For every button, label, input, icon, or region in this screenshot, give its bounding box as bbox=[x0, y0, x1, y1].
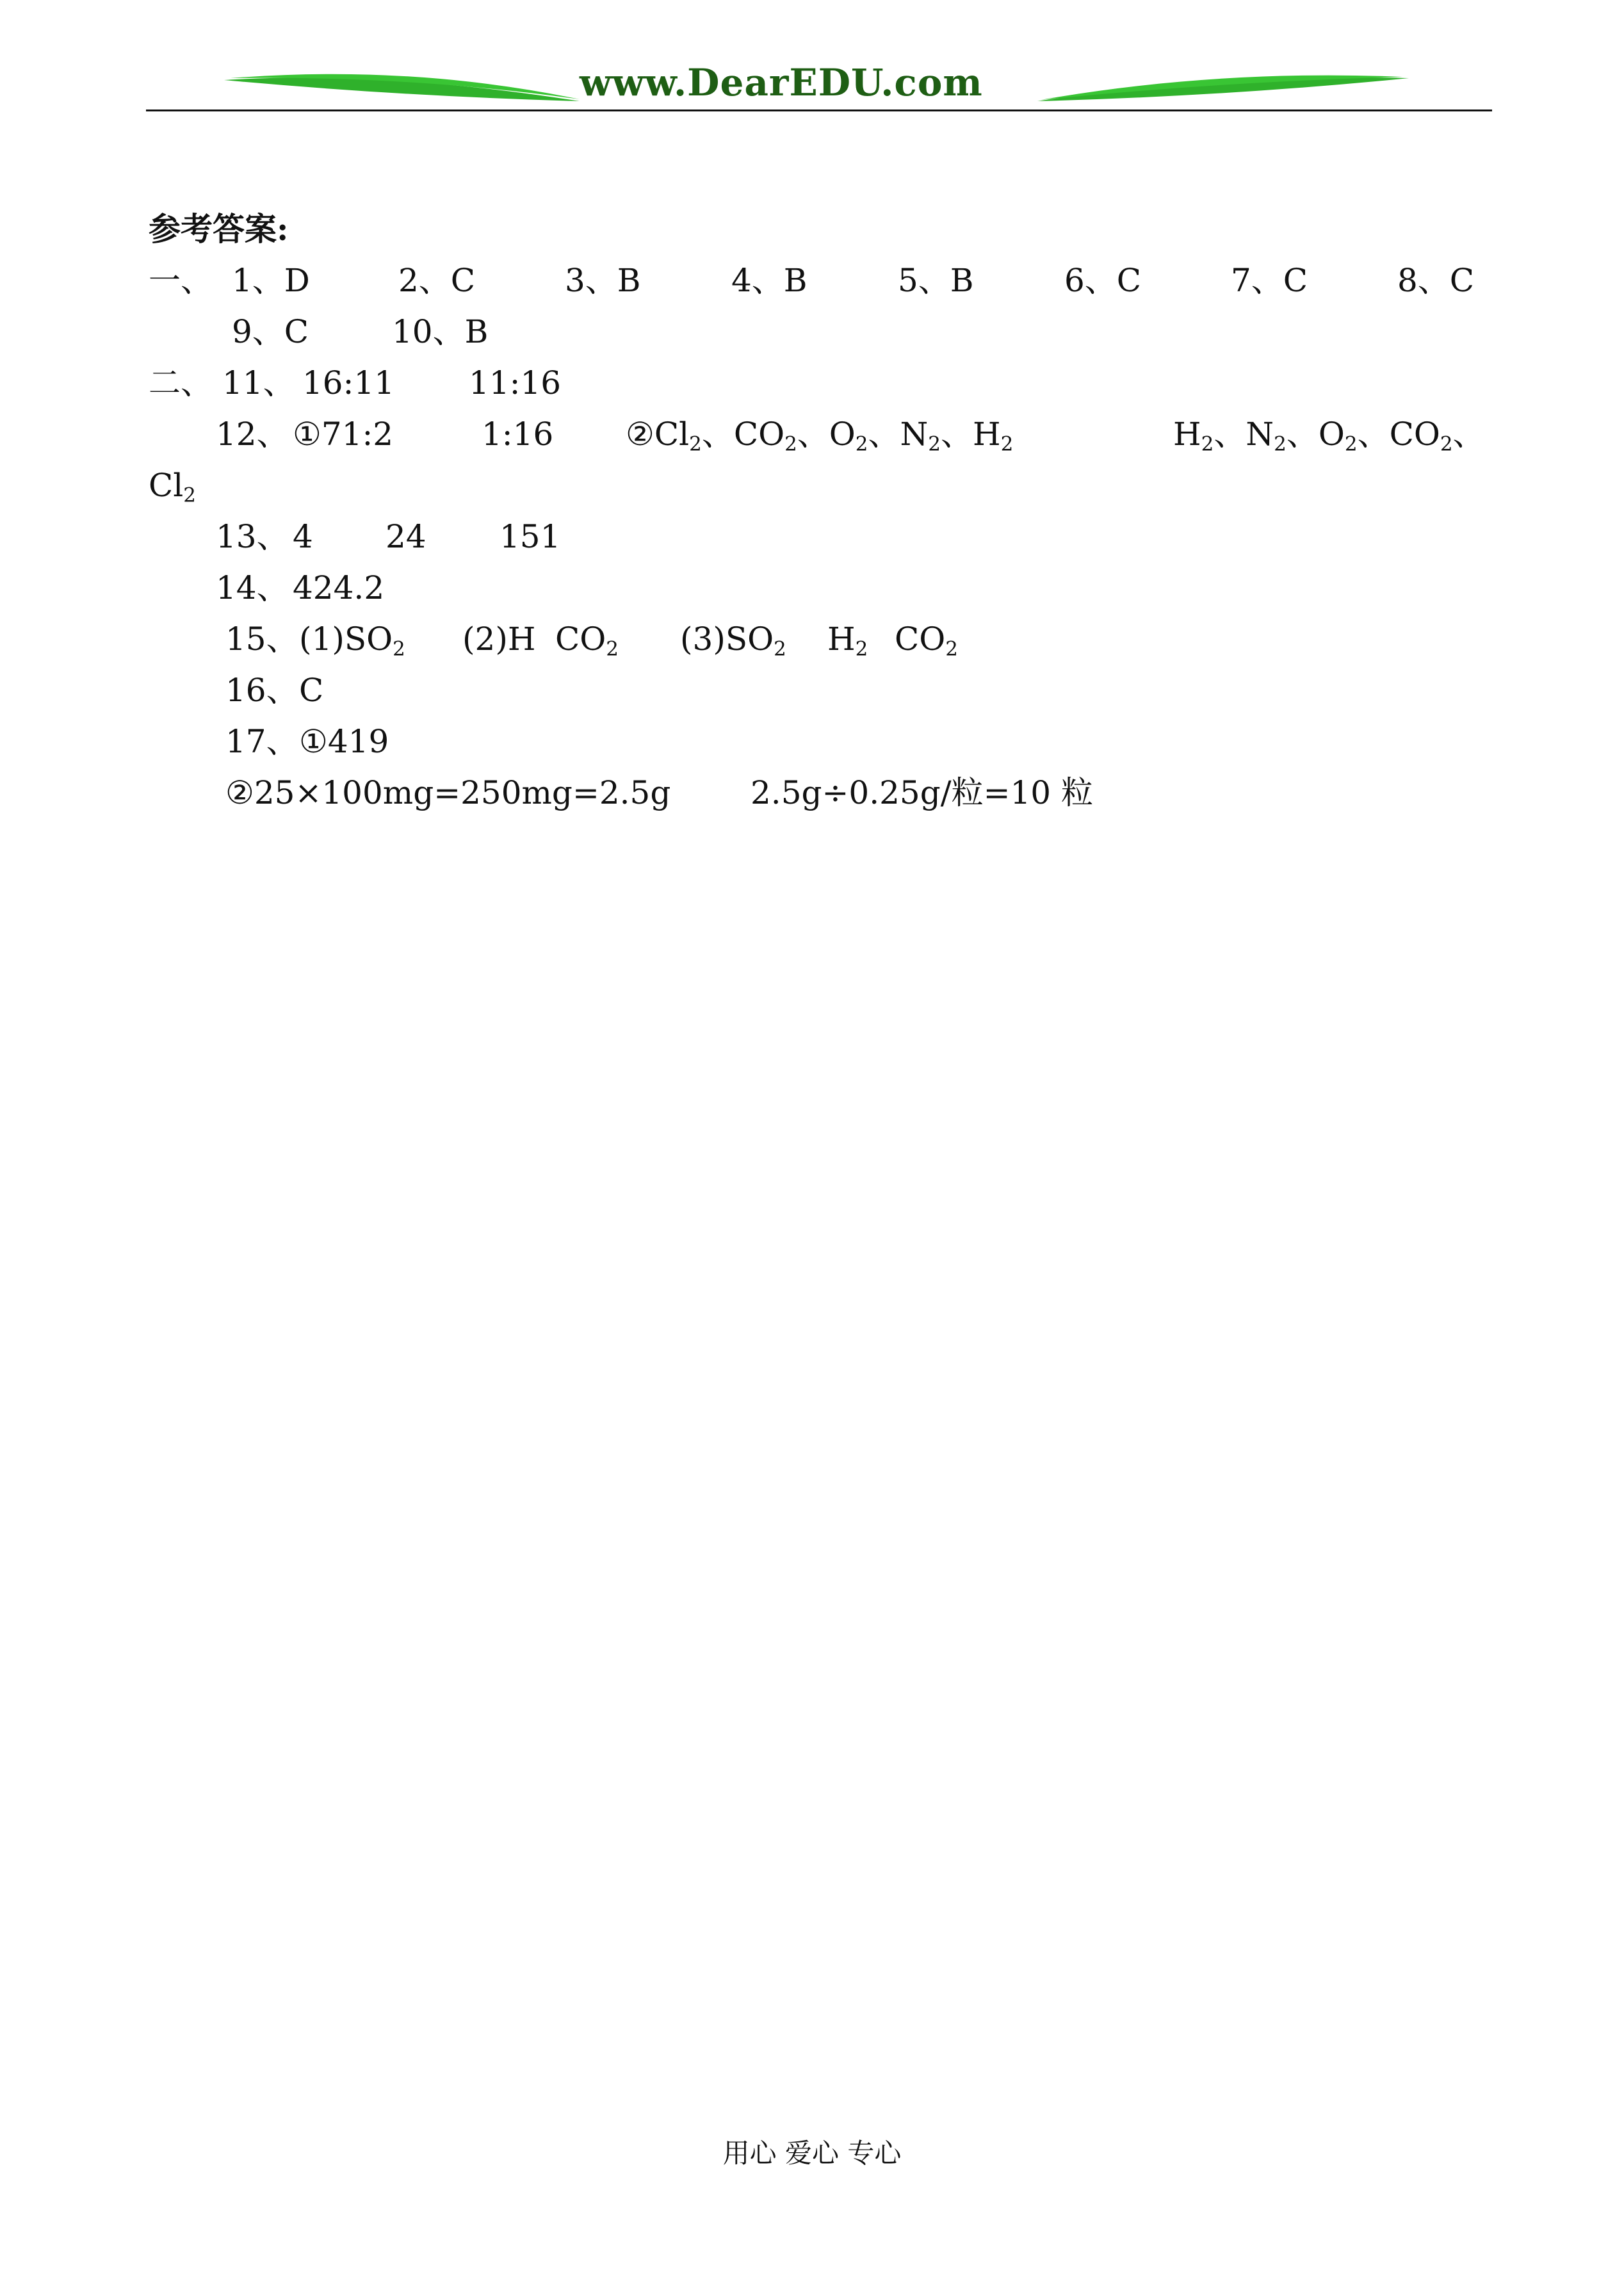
subscript: 2 bbox=[1274, 432, 1287, 456]
q11-answer-a: 16:11 bbox=[302, 364, 395, 401]
separator: 、 bbox=[797, 416, 829, 453]
q16-line bbox=[149, 665, 1493, 716]
formula: N bbox=[1246, 416, 1274, 453]
q17-line2 bbox=[149, 767, 1493, 818]
q11-answer-b: 11:16 bbox=[469, 364, 562, 401]
formula: O bbox=[829, 416, 856, 453]
formula: H bbox=[973, 416, 1001, 453]
q12-answer-a: ①71:2 bbox=[293, 416, 394, 453]
subscript: 2 bbox=[1000, 432, 1014, 456]
separator: 、 bbox=[1286, 416, 1319, 453]
formula: Cl bbox=[149, 467, 184, 504]
q13-answer-c: 151 bbox=[499, 518, 561, 555]
answer-item: 10、B bbox=[392, 313, 489, 350]
formula: H bbox=[1173, 416, 1201, 453]
subscript: 2 bbox=[774, 637, 786, 661]
subscript: 2 bbox=[928, 432, 941, 456]
subscript: 2 bbox=[183, 483, 196, 507]
subscript: 2 bbox=[855, 432, 868, 456]
separator: 、 bbox=[701, 416, 734, 453]
subscript: 2 bbox=[1344, 432, 1358, 456]
q15-part3c bbox=[895, 613, 958, 665]
answer-item: 6、C bbox=[1064, 262, 1142, 299]
q16-answer: C bbox=[299, 672, 324, 709]
q15-line bbox=[149, 613, 1493, 665]
separator: 、 bbox=[1357, 416, 1390, 453]
answer-key bbox=[149, 204, 1493, 818]
answer-item: 4、B bbox=[731, 262, 808, 299]
answer-item: 9、C bbox=[232, 313, 309, 350]
subscript: 2 bbox=[1440, 432, 1453, 456]
q12-answer-d-cont bbox=[149, 460, 196, 511]
page-footer: 用心 爱心 专心 bbox=[722, 2137, 902, 2169]
q15-part2b bbox=[555, 613, 619, 665]
q13-number: 13、 bbox=[216, 518, 289, 555]
formula: CO bbox=[895, 620, 946, 658]
answer-item: 3、B bbox=[565, 262, 641, 299]
q17-line bbox=[149, 716, 1493, 767]
q12-answer-b: 1:16 bbox=[482, 416, 554, 453]
page-header bbox=[0, 0, 1624, 122]
formula: (1)SO bbox=[299, 620, 393, 658]
q15-number: 15、 bbox=[225, 620, 298, 658]
q12-c-prefix: ② bbox=[626, 416, 654, 453]
answer-item: 7、C bbox=[1231, 262, 1308, 299]
section1-line2 bbox=[149, 306, 1493, 357]
q11-number: 11、 bbox=[222, 364, 295, 401]
q13-line bbox=[149, 511, 1493, 562]
subscript: 2 bbox=[606, 637, 619, 661]
formula: CO bbox=[555, 620, 606, 658]
separator: 、 bbox=[1452, 416, 1485, 453]
q15-part3 bbox=[680, 613, 786, 665]
q12-answer-c bbox=[626, 409, 1013, 460]
q15-part1 bbox=[299, 613, 405, 665]
q14-line bbox=[149, 562, 1493, 613]
q11-line bbox=[149, 357, 1493, 409]
q12-line bbox=[149, 409, 1493, 460]
separator: 、 bbox=[941, 416, 973, 453]
formula: O bbox=[1318, 416, 1345, 453]
answers-title: 参考答案: bbox=[149, 210, 289, 248]
subscript: 2 bbox=[784, 432, 797, 456]
q14-answer: 424.2 bbox=[293, 569, 385, 606]
q12-line-wrap bbox=[149, 460, 1493, 511]
formula: CO bbox=[1389, 416, 1440, 453]
answer-item: 5、B bbox=[898, 262, 974, 299]
formula: H bbox=[827, 620, 856, 658]
answer-item: 2、C bbox=[398, 262, 476, 299]
answer-item: 8、C bbox=[1397, 262, 1475, 299]
site-logo: www.DearEDU.com bbox=[580, 61, 983, 104]
formula: Cl bbox=[654, 416, 690, 453]
q12-answer-d bbox=[1173, 409, 1485, 460]
subscript: 2 bbox=[689, 432, 702, 456]
subscript: 2 bbox=[945, 637, 958, 661]
formula: CO bbox=[733, 416, 785, 453]
separator: 、 bbox=[1214, 416, 1246, 453]
section2-label: 二、 bbox=[149, 364, 213, 401]
section1-line1 bbox=[149, 255, 1493, 306]
section1-label: 一、 bbox=[149, 262, 213, 299]
q17-answer-b: ②25×100mg=250mg=2.5g bbox=[225, 774, 671, 811]
subscript: 2 bbox=[1201, 432, 1214, 456]
answer-item: 1、D bbox=[232, 262, 310, 299]
q15-part2: (2)H bbox=[462, 620, 536, 658]
q13-answer-b: 24 bbox=[386, 518, 426, 555]
separator: 、 bbox=[868, 416, 900, 453]
q14-number: 14、 bbox=[216, 569, 289, 606]
q17-number: 17、 bbox=[225, 723, 298, 760]
header-rule bbox=[146, 109, 1492, 111]
subscript: 2 bbox=[393, 637, 405, 661]
q13-answer-a: 4 bbox=[293, 518, 313, 555]
q12-number: 12、 bbox=[216, 416, 289, 453]
formula: (3)SO bbox=[680, 620, 774, 658]
q17-answer-c: 2.5g÷0.25g/粒=10 粒 bbox=[751, 774, 1094, 811]
formula: N bbox=[900, 416, 929, 453]
subscript: 2 bbox=[855, 637, 868, 661]
q17-answer-a: ①419 bbox=[299, 723, 389, 760]
q15-part3b bbox=[827, 613, 868, 665]
q16-number: 16、 bbox=[225, 672, 298, 709]
